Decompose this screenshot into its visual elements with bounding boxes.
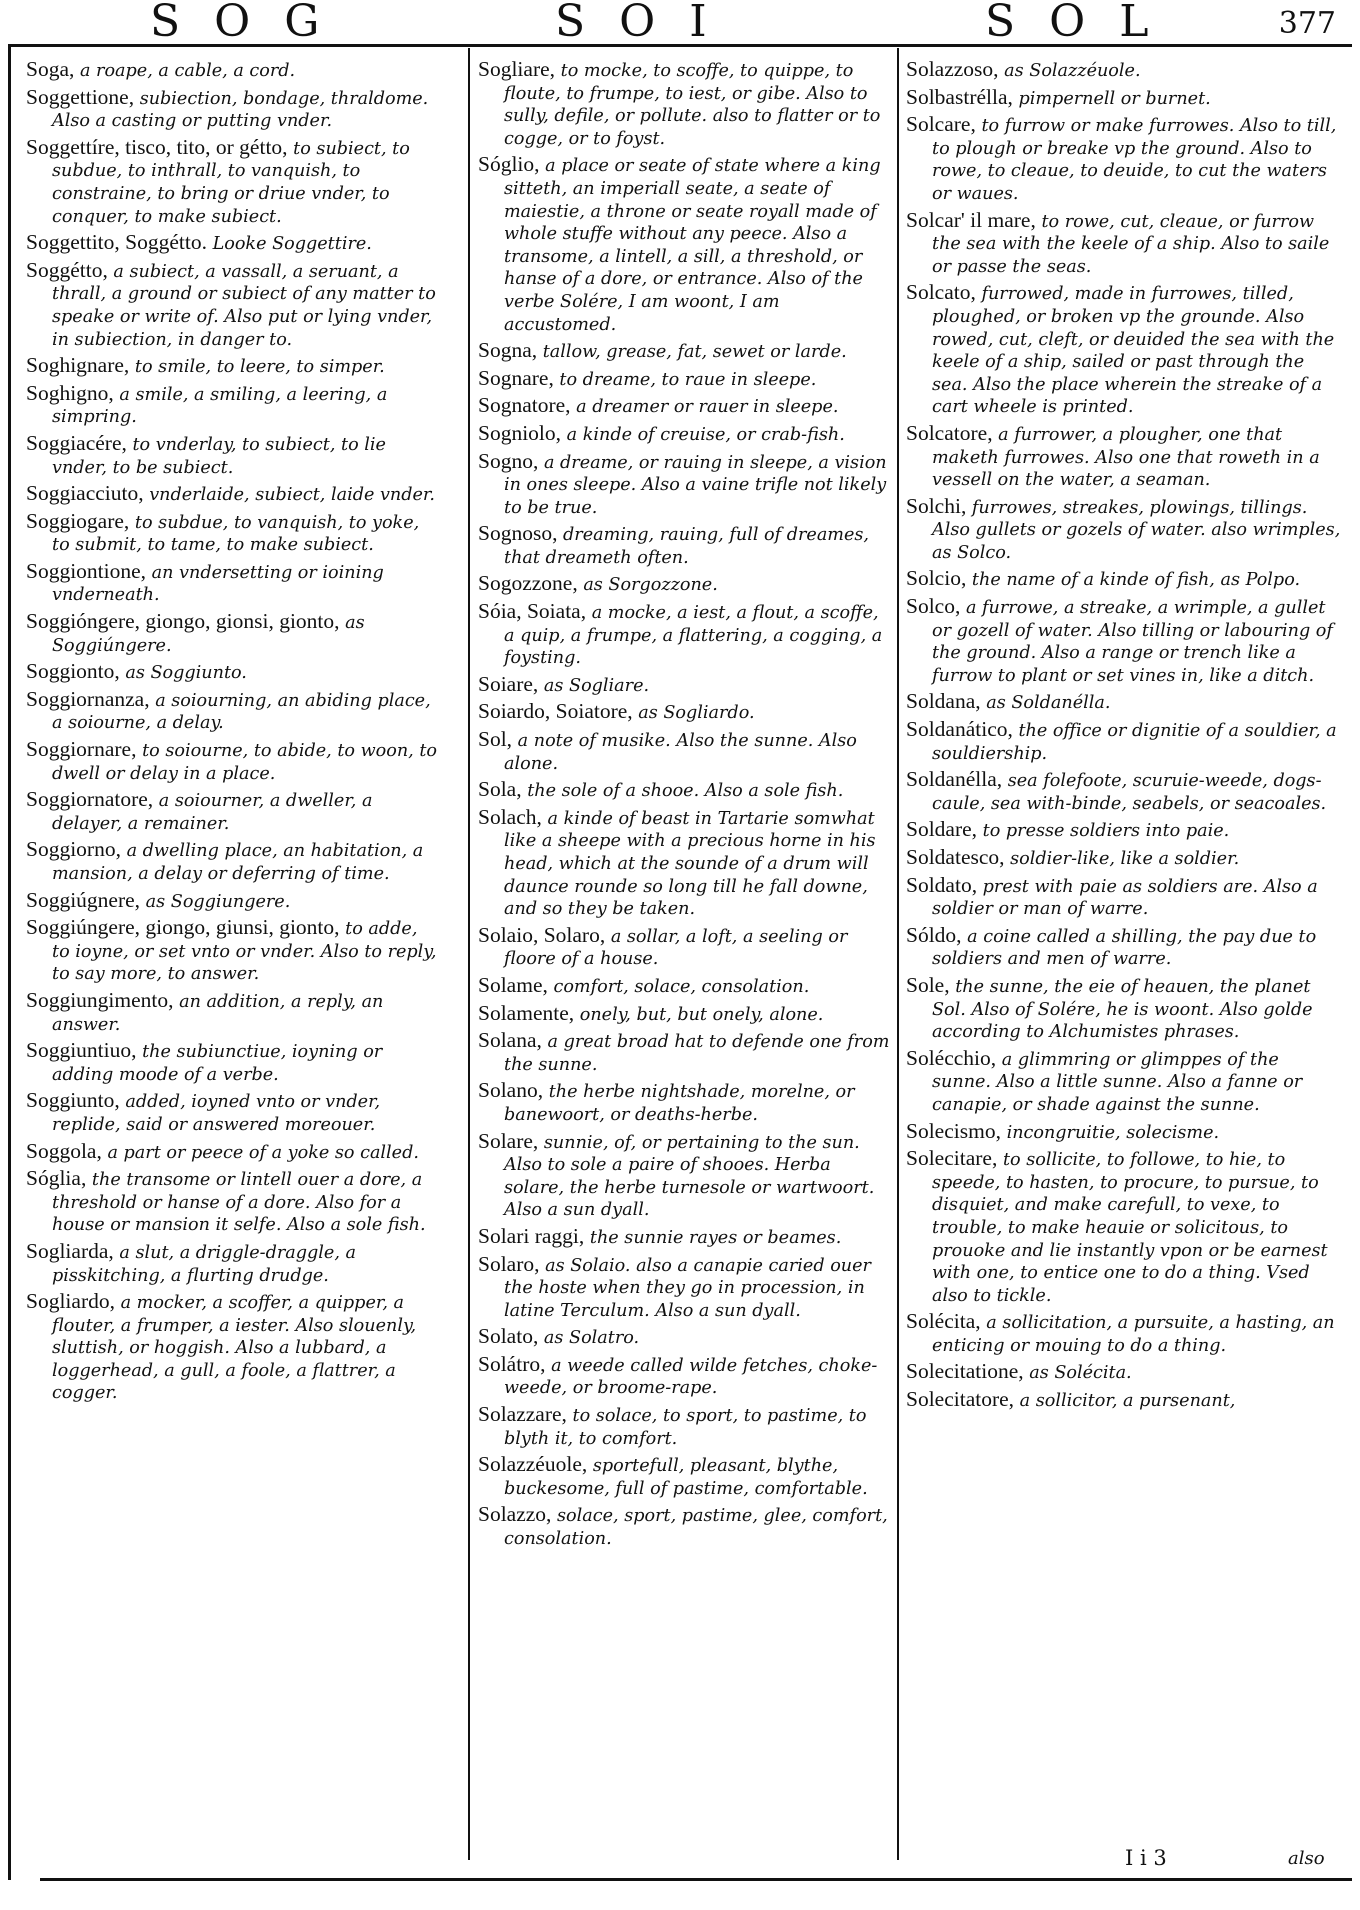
definition: as Soggiunto. xyxy=(125,663,247,684)
headword: Sognatore, xyxy=(478,393,571,418)
dictionary-entry xyxy=(26,688,438,735)
definition: a sollicitor, a pursenant, xyxy=(1019,1391,1236,1412)
dictionary-entry xyxy=(26,1089,438,1136)
definition: to sollicite, to followe, to hie, to speede, to hasten, to procure, to pursue, to disquiet, and make carefull, to vexe, to trouble, to make heauie or solicitous, to prouoke and lie instantly vpon or be earnest with one, to entice one to do a thing. Vsed also to tickle. xyxy=(932,1150,1328,1306)
headword: Solcatore, xyxy=(906,420,993,445)
dictionary-entry xyxy=(906,1388,1342,1413)
definition: to smile, to leere, to simper. xyxy=(134,357,385,378)
definition: a great broad hat to defende one from the sunne. xyxy=(504,1032,890,1075)
running-head-1: SOG xyxy=(150,0,354,47)
bottom-rule xyxy=(40,1878,1352,1881)
dictionary-entry xyxy=(26,510,438,557)
definition: Looke Soggettire. xyxy=(212,234,372,255)
definition: a soiourner, a dweller, a delayer, a remainer. xyxy=(52,791,373,834)
definition: to rowe, cut, cleaue, or furrow the sea with the keele of a ship. Also to saile or passe the seas. xyxy=(932,211,1330,277)
headword: Soga, xyxy=(26,57,75,81)
dictionary-entry xyxy=(906,422,1342,492)
headword: Soggiornanza, xyxy=(26,686,150,711)
definition: soldier-like, like a soldier. xyxy=(1010,849,1240,869)
headword: Solazzare, xyxy=(478,1402,567,1427)
left-rule xyxy=(8,44,11,1880)
definition: as Sogliare. xyxy=(543,675,650,696)
dictionary-entry xyxy=(26,354,438,379)
definition: a smile, a smiling, a leering, a simpring. xyxy=(52,384,388,428)
dictionary-entry xyxy=(478,1225,890,1250)
dictionary-entry xyxy=(478,394,890,419)
definition: the herbe nightshade, morelne, or banewoort, or deaths-herbe. xyxy=(504,1082,855,1125)
dictionary-entry xyxy=(478,1503,890,1550)
definition: pimpernell or burnet. xyxy=(1018,88,1211,109)
headword: Sola, xyxy=(478,777,522,802)
dictionary-entry xyxy=(906,1310,1342,1357)
definition: to subiect, to subdue, to inthrall, to vanquish, to constraine, to bring or driue vnder, to conquer, to make subiect. xyxy=(52,138,410,227)
headword: Solazzéuole, xyxy=(478,1452,588,1477)
headword: Sogno, xyxy=(478,448,539,473)
headword: Sogliare, xyxy=(478,57,556,81)
headword: Solaio, Solaro, xyxy=(478,922,606,947)
definition: to adde, to ioyne, or set vnto or vnder. Also to reply, to say more, to answer. xyxy=(52,919,437,985)
dictionary-entry xyxy=(906,924,1342,971)
column-3 xyxy=(906,58,1342,1416)
headword: Sóldo, xyxy=(906,922,962,947)
dictionary-entry xyxy=(906,495,1342,565)
dictionary-entry xyxy=(906,974,1342,1044)
definition: as Solécita. xyxy=(1029,1363,1132,1384)
definition: a slut, a driggle-draggle, a pisskitching, a flurting drudge. xyxy=(52,1242,356,1286)
dictionary-entry xyxy=(26,231,438,256)
headword: Soggiorno, xyxy=(26,837,121,862)
definition: as Sorgozzone. xyxy=(583,575,718,596)
headword: Soggiunto, xyxy=(26,1088,120,1113)
headword: Solazzo, xyxy=(478,1502,552,1527)
dictionary-entry xyxy=(26,136,438,228)
headword: Solco, xyxy=(906,594,961,619)
dictionary-entry xyxy=(478,974,890,999)
dictionary-entry xyxy=(478,806,890,921)
headword: Soldanélla, xyxy=(906,767,1003,792)
definition: a dreame, or rauing in sleepe, a vision in ones sleepe. Also a vaine trifle not likely to be true. xyxy=(504,452,887,518)
headword: Solcio, xyxy=(906,566,967,591)
definition: to furrow or make furrowes. Also to till, to plough or breake vp the ground. Also to rowe, to cleaue, to deuide, to cut the waters or waues. xyxy=(932,116,1337,204)
dictionary-entry xyxy=(478,728,890,775)
dictionary-entry xyxy=(478,1253,890,1323)
definition: furrowes, streakes, plowings, tillings. Also gullets or gozels of water. also wrimples, as Solco. xyxy=(932,497,1341,563)
dictionary-entry xyxy=(906,1047,1342,1117)
headword: Soldare, xyxy=(906,817,978,842)
definition: the sunnie rayes or beames. xyxy=(589,1227,842,1248)
dictionary-entry xyxy=(26,1140,438,1165)
dictionary-entry xyxy=(906,846,1342,871)
dictionary-entry xyxy=(26,660,438,685)
definition: a glimmring or glimppes of the sunne. Also a little sunne. Also a fanne or canapie, or shade against the sunne. xyxy=(932,1049,1303,1115)
headword: Soghigno, xyxy=(26,380,114,405)
headword: Sogozzone, xyxy=(478,571,578,596)
dictionary-entry xyxy=(26,382,438,429)
headword: Solchi, xyxy=(906,493,967,518)
headword: Solach, xyxy=(478,804,542,829)
headword: Sóia, Soiata, xyxy=(478,599,587,624)
definition: a coine called a shilling, the pay due to soldiers and men of warre. xyxy=(932,926,1317,970)
column-rule-1 xyxy=(468,48,470,1860)
headword: Soldanático, xyxy=(906,717,1013,742)
page-number: 377 xyxy=(1278,6,1336,41)
definition: as Soldanélla. xyxy=(986,693,1111,714)
dictionary-entry xyxy=(26,259,438,351)
dictionary-entry xyxy=(478,673,890,698)
catchword: also xyxy=(1288,1848,1325,1869)
definition: a place or seate of state where a king sitteth, an imperiall seate, a seate of maiestie, a throne or seate royall made of whole stuffe without any peece. Also a transome, a lintell, a sill, a threshold, or hanse of a dore, or entrance. Also of the verbe Solére, I am woont, I am accustomed. xyxy=(504,156,881,335)
headword: Solcare, xyxy=(906,112,976,137)
dictionary-entry xyxy=(478,1130,890,1222)
headword: Soggiúgnere, xyxy=(26,887,141,912)
definition: a dreamer or rauer in sleepe. xyxy=(576,397,839,418)
headword: Solari raggi, xyxy=(478,1223,585,1248)
headword: Sóglio, xyxy=(478,152,540,177)
definition: sportefull, pleasant, blythe, buckesome, full of pastime, comfortable. xyxy=(504,1456,868,1499)
dictionary-entry xyxy=(906,818,1342,843)
dictionary-entry xyxy=(478,924,890,971)
headword: Soggiacciuto, xyxy=(26,481,144,506)
dictionary-entry xyxy=(26,482,438,507)
headword: Soggiúngere, giongo, giunsi, gionto, xyxy=(26,915,340,940)
dictionary-entry xyxy=(906,718,1342,765)
definition: a sollicitation, a pursuite, a hasting, an enticing or mouing to do a thing. xyxy=(932,1313,1335,1356)
headword: Solcar' il mare, xyxy=(906,207,1036,232)
dictionary-entry xyxy=(906,86,1342,111)
definition: as Soggiúngere. xyxy=(52,613,365,656)
definition: a roape, a cable, a cord. xyxy=(79,61,296,81)
headword: Solecitare, xyxy=(906,1146,998,1171)
dictionary-entry xyxy=(478,58,890,150)
dictionary-entry xyxy=(478,1453,890,1500)
headword: Soldatesco, xyxy=(906,845,1005,869)
headword: Sogliardo, xyxy=(26,1289,115,1314)
headword: Solbastrélla, xyxy=(906,84,1013,109)
headword: Soggiuntiuo, xyxy=(26,1038,137,1063)
headword: Solato, xyxy=(478,1324,539,1349)
headword: Sóglia, xyxy=(26,1166,87,1191)
headword: Soggióngere, giongo, gionsi, gionto, xyxy=(26,609,340,634)
dictionary-entry xyxy=(906,281,1342,419)
definition: a mocker, a scoffer, a quipper, a flouter, a frumper, a iester. Also slouenly, sluttish, or hoggish. Also a lubbard, a loggerhead, a gull, a foole, a flattrer, a cogger. xyxy=(52,1293,417,1404)
definition: a furrower, a plougher, one that maketh furrowes. Also one that roweth in a vessell on the water, a seaman. xyxy=(932,424,1320,491)
definition: to subdue, to vanquish, to yoke, to submit, to tame, to make subiect. xyxy=(52,512,420,556)
definition: as Solatro. xyxy=(543,1328,640,1349)
definition: a furrowe, a streake, a wrimple, a gullet or gozell of water. Also tilling or labouring of the ground. Also a range or trench like a furrow to plant or set vines in, like a ditch. xyxy=(932,598,1333,686)
definition: a sollar, a loft, a seeling or floore of a house. xyxy=(504,926,848,970)
headword: Sole, xyxy=(906,972,950,997)
headword: Soggiacére, xyxy=(26,430,127,455)
dictionary-entry xyxy=(478,450,890,520)
dictionary-entry xyxy=(26,838,438,885)
headword: Solaro, xyxy=(478,1251,540,1276)
definition: prest with paie as soldiers are. Also a soldier or man of warre. xyxy=(932,876,1318,920)
dictionary-entry xyxy=(478,1002,890,1027)
headword: Sogna, xyxy=(478,338,538,363)
definition: a note of musike. Also the sunne. Also alone. xyxy=(504,731,857,774)
headword: Solécchio, xyxy=(906,1045,997,1070)
definition: the transome or lintell ouer a dore, a threshold or hanse of a dore. Also for a house or mansion it selfe. Also a sole fish. xyxy=(52,1170,426,1236)
dictionary-entry xyxy=(906,874,1342,921)
definition: a soiourning, an abiding place, a soiourne, a delay. xyxy=(52,690,431,734)
headword: Solame, xyxy=(478,972,548,997)
dictionary-entry xyxy=(906,209,1342,279)
headword: Solcato, xyxy=(906,280,976,305)
headword: Soiare, xyxy=(478,671,539,696)
headword: Soggettíre, tisco, tito, or gétto, xyxy=(26,134,288,159)
definition: as Sogliardo. xyxy=(638,703,755,724)
definition: a kinde of creuise, or crab-fish. xyxy=(566,424,845,445)
dictionary-entry xyxy=(478,1353,890,1400)
definition: incongruitie, solecisme. xyxy=(1006,1122,1220,1143)
dictionary-entry xyxy=(906,768,1342,815)
definition: a part or peece of a yoke so called. xyxy=(107,1142,419,1163)
headword: Sogniolo, xyxy=(478,420,562,445)
definition: onely, but, but onely, alone. xyxy=(579,1004,824,1025)
dictionary-entry xyxy=(478,700,890,725)
dictionary-entry xyxy=(478,339,890,364)
headword: Soggiornare, xyxy=(26,737,137,762)
definition: the name of a kinde of fish, as Polpo. xyxy=(971,570,1301,591)
headword: Sognoso, xyxy=(478,521,558,546)
definition: to mocke, to scoffe, to quippe, to floute, to frumpe, to iest, or gibe. Also to sully, defile, or pollute. also to flatter or to cogge, or to foyst. xyxy=(504,61,881,149)
dictionary-entry xyxy=(26,58,438,83)
dictionary-entry xyxy=(26,1039,438,1086)
headword: Soggiornatore, xyxy=(26,787,154,812)
dictionary-entry xyxy=(906,1147,1342,1307)
dictionary-entry xyxy=(478,572,890,597)
dictionary-entry xyxy=(906,113,1342,205)
dictionary-entry xyxy=(906,58,1342,83)
definition: an addition, a reply, an answer. xyxy=(52,991,384,1035)
headword: Soldato, xyxy=(906,872,978,897)
definition: the subiunctiue, ioyning or adding moode of a verbe. xyxy=(52,1042,383,1085)
dictionary-entry xyxy=(26,788,438,835)
dictionary-entry xyxy=(478,422,890,447)
headword: Sol, xyxy=(478,727,513,752)
headword: Solecismo, xyxy=(906,1118,1001,1143)
dictionary-entry xyxy=(906,567,1342,592)
headword: Soggettito, Soggétto. xyxy=(26,230,207,255)
definition: tallow, grease, fat, sewet or larde. xyxy=(542,342,847,363)
definition: the sole of a shooe. Also a sole fish. xyxy=(527,781,844,802)
dictionary-entry xyxy=(26,989,438,1036)
dictionary-entry xyxy=(478,778,890,803)
definition: to soiourne, to abide, to woon, to dwell or delay in a place. xyxy=(52,741,437,784)
headword: Solecitatore, xyxy=(906,1387,1015,1412)
headword: Soggiogare, xyxy=(26,508,130,533)
headword: Soghignare, xyxy=(26,353,130,378)
column-1 xyxy=(26,58,438,1408)
dictionary-entry xyxy=(26,1167,438,1237)
dictionary-entry xyxy=(26,738,438,785)
definition: the office or dignitie of a souldier, a souldiership. xyxy=(932,721,1337,764)
running-head-3: SOL xyxy=(985,0,1183,47)
dictionary-entry xyxy=(478,600,890,670)
definition: the sunne, the eie of heauen, the planet Sol. Also of Solére, he is woont. Also golde according to Alchumistes phrases. xyxy=(932,976,1313,1043)
dictionary-entry xyxy=(478,1403,890,1450)
definition: added, ioyned vnto or vnder, replide, said or answered moreouer. xyxy=(52,1092,381,1135)
definition: as Solazzéuole. xyxy=(1004,61,1141,81)
definition: solace, sport, pastime, glee, comfort, consolation. xyxy=(504,1506,888,1550)
dictionary-entry xyxy=(478,153,890,336)
headword: Soiardo, Soiatore, xyxy=(478,699,633,724)
headword: Solano, xyxy=(478,1078,544,1103)
running-head-2: SOI xyxy=(555,0,741,47)
signature-mark: I i 3 xyxy=(1125,1846,1167,1870)
column-rule-2 xyxy=(897,48,899,1860)
definition: a weede called wilde fetches, choke-weede, or broome-rape. xyxy=(504,1355,878,1399)
dictionary-entry xyxy=(478,1029,890,1076)
dictionary-entry xyxy=(26,432,438,479)
definition: sunnie, of, or pertaining to the sun. Also to sole a paire of shooes. Herba solare, the herbe turnesole or wartwoort. Also a sun dyall. xyxy=(504,1132,875,1221)
headword: Solátro, xyxy=(478,1351,546,1376)
definition: to presse soldiers into paie. xyxy=(982,821,1230,842)
headword: Solazzoso, xyxy=(906,57,999,81)
definition: to vnderlay, to subiect, to lie vnder, to be subiect. xyxy=(52,434,386,478)
definition: a mocke, a iest, a flout, a scoffe, a quip, a frumpe, a flattering, a cogging, a foysting. xyxy=(504,603,883,669)
headword: Solare, xyxy=(478,1128,539,1153)
dictionary-entry xyxy=(478,522,890,569)
dictionary-entry xyxy=(478,1079,890,1126)
definition: a dwelling place, an habitation, a mansion, a delay or deferring of time. xyxy=(52,841,424,884)
dictionary-entry xyxy=(26,560,438,607)
dictionary-entry xyxy=(26,86,438,133)
dictionary-entry xyxy=(906,1120,1342,1145)
definition: an vndersetting or ioining vnderneath. xyxy=(52,562,384,606)
dictionary-entry xyxy=(26,1290,438,1405)
dictionary-entry xyxy=(906,1360,1342,1385)
definition: comfort, solace, consolation. xyxy=(553,976,810,997)
headword: Solécita, xyxy=(906,1309,981,1334)
definition: vnderlaide, subiect, laide vnder. xyxy=(149,485,435,506)
dictionary-entry xyxy=(906,690,1342,715)
dictionary-entry xyxy=(478,1325,890,1350)
headword: Sognare, xyxy=(478,365,554,390)
definition: dreaming, rauing, full of dreames, that dreameth often. xyxy=(504,525,870,568)
headword: Soggétto, xyxy=(26,257,108,282)
definition: as Solaio. also a canapie caried ouer the hoste when they go in procession, in latine Terculum. Also a sun dyall. xyxy=(504,1255,871,1321)
definition: subiection, bondage, thraldome. Also a casting or putting vnder. xyxy=(52,88,429,132)
headword: Soggionto, xyxy=(26,659,120,684)
dictionary-entry xyxy=(26,1240,438,1287)
headword: Soggiungimento, xyxy=(26,987,174,1012)
definition: a kinde of beast in Tartarie somwhat like a sheepe with a precious horne in his head, which at the sounde of a drum will daunce rounde so long till he fall downe, and so they be taken. xyxy=(504,808,876,920)
dictionary-entry xyxy=(26,916,438,986)
dictionary-entry xyxy=(26,610,438,657)
definition: furrowed, made in furrowes, tilled, ploughed, or broken vp the grounde. Also rowed, cut, cleft, or deuided the sea with the keele of a ship, sailed or past through the sea. Also the place wherein the streake of a cart wheele is printed. xyxy=(932,284,1335,418)
dictionary-entry xyxy=(478,367,890,392)
headword: Soggiontione, xyxy=(26,558,147,583)
definition: a subiect, a vassall, a seruant, a thrall, a ground or subiect of any matter to speake or write of. Also put or lying vnder, in subiection, in danger to. xyxy=(52,261,436,350)
headword: Solamente, xyxy=(478,1000,575,1025)
definition: sea folefoote, scuruie-weede, dogs-caule, sea with-binde, seabels, or seacoales. xyxy=(932,771,1327,814)
dictionary-entry xyxy=(906,595,1342,687)
definition: to solace, to sport, to pastime, to blyth it, to comfort. xyxy=(504,1406,867,1449)
headword: Soldana, xyxy=(906,689,981,714)
definition: as Soggiungere. xyxy=(145,891,291,912)
headword: Soggola, xyxy=(26,1138,102,1163)
definition: to dreame, to raue in sleepe. xyxy=(559,369,817,390)
column-2 xyxy=(478,58,890,1554)
headword: Solecitatione, xyxy=(906,1359,1024,1384)
headword: Soggettione, xyxy=(26,84,135,109)
dictionary-entry xyxy=(26,889,438,914)
headword: Solana, xyxy=(478,1028,542,1053)
headword: Sogliarda, xyxy=(26,1238,114,1263)
